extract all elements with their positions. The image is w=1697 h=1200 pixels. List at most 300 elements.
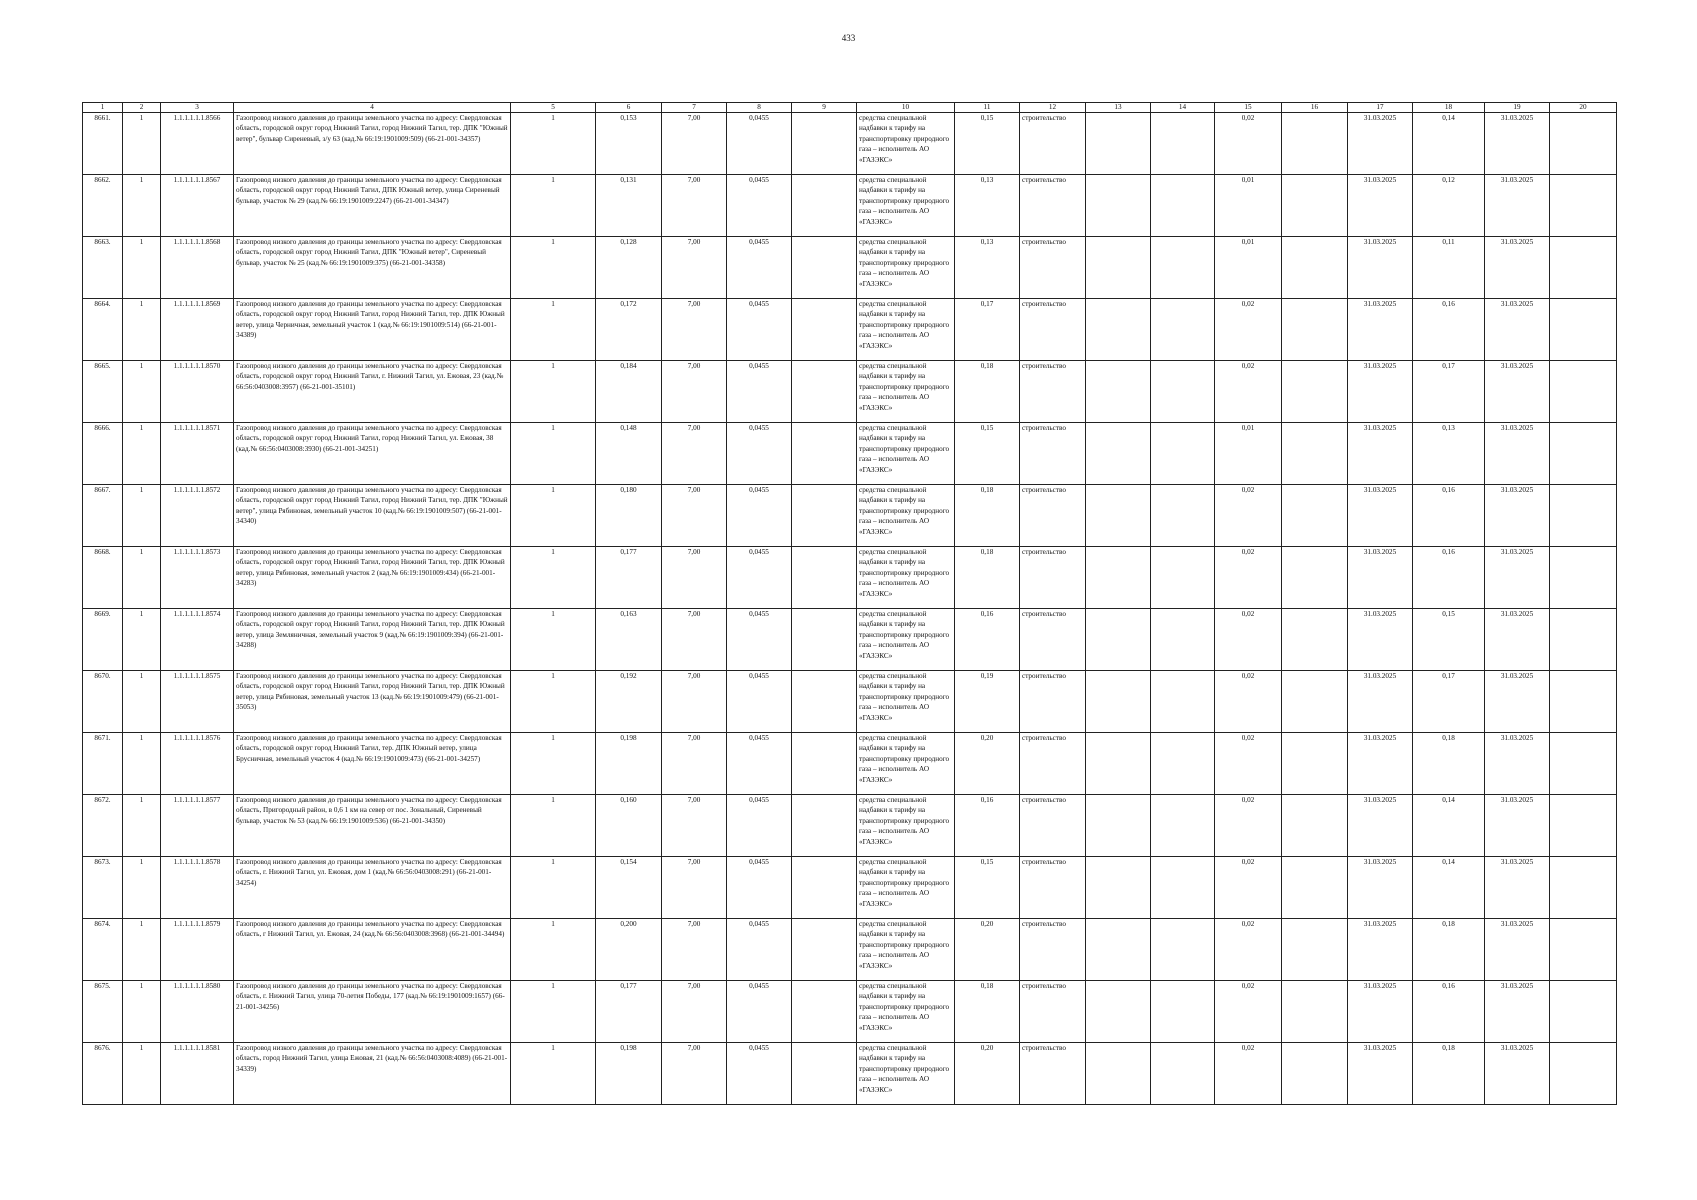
col16-cell <box>1282 857 1348 919</box>
end-date-cell: 31.03.2025 <box>1485 547 1550 609</box>
end-date-cell: 31.03.2025 <box>1485 237 1550 299</box>
table-row <box>83 299 1617 361</box>
object-description-cell: Газопровод низкого давления до границы земельного участка по адресу: Свердловская область, городской округ город Нижний Тагил, город Нижний Тагил, тер. ДПК Южный ветер, улица Земляничная, земельный участок 9 (кад.№ 66:19:1901009:394) (66-21-001-34288) <box>234 609 511 671</box>
table-row <box>83 795 1617 857</box>
col18-cell: 0,16 <box>1413 485 1485 547</box>
col16-cell <box>1282 919 1348 981</box>
funding-source-cell: средства специальной надбавки к тарифу на транспортировку природного газа – исполнитель АО «ГАЗЭКС» <box>857 423 955 485</box>
col7-cell: 7,00 <box>662 1043 727 1105</box>
length-cell: 0,172 <box>596 299 662 361</box>
col13-cell <box>1086 485 1151 547</box>
end-date-cell: 31.03.2025 <box>1485 795 1550 857</box>
col7-cell: 7,00 <box>662 361 727 423</box>
quantity-cell: 1 <box>123 175 161 237</box>
col11-cell: 0,18 <box>955 485 1020 547</box>
col18-cell: 0,13 <box>1413 423 1485 485</box>
col9-cell <box>792 423 857 485</box>
col5-cell: 1 <box>511 795 596 857</box>
col8-cell: 0,0455 <box>727 423 792 485</box>
col7-cell: 7,00 <box>662 299 727 361</box>
col20-cell <box>1550 671 1617 733</box>
col16-cell <box>1282 113 1348 175</box>
col20-cell <box>1550 237 1617 299</box>
object-code-cell: 1.1.1.1.1.1.8569 <box>161 299 234 361</box>
work-type-cell: строительство <box>1020 423 1086 485</box>
col20-cell <box>1550 175 1617 237</box>
col18-cell: 0,18 <box>1413 919 1485 981</box>
quantity-cell: 1 <box>123 547 161 609</box>
end-date-cell: 31.03.2025 <box>1485 857 1550 919</box>
col7-cell: 7,00 <box>662 671 727 733</box>
row-number-cell: 8668. <box>83 547 123 609</box>
col9-cell <box>792 237 857 299</box>
col20-cell <box>1550 609 1617 671</box>
col13-cell <box>1086 175 1151 237</box>
column-header-8: 8 <box>727 103 792 113</box>
register-table <box>82 102 1617 1105</box>
start-date-cell: 31.03.2025 <box>1348 423 1413 485</box>
column-header-18: 18 <box>1413 103 1485 113</box>
col15-cell: 0,02 <box>1215 857 1282 919</box>
column-header-19: 19 <box>1485 103 1550 113</box>
col13-cell <box>1086 795 1151 857</box>
length-cell: 0,192 <box>596 671 662 733</box>
work-type-cell: строительство <box>1020 485 1086 547</box>
col5-cell: 1 <box>511 609 596 671</box>
work-type-cell: строительство <box>1020 795 1086 857</box>
col14-cell <box>1151 1043 1215 1105</box>
col13-cell <box>1086 237 1151 299</box>
table-row <box>83 1043 1617 1105</box>
table-row <box>83 671 1617 733</box>
work-type-cell: строительство <box>1020 981 1086 1043</box>
quantity-cell: 1 <box>123 795 161 857</box>
col9-cell <box>792 795 857 857</box>
col16-cell <box>1282 237 1348 299</box>
row-number-cell: 8669. <box>83 609 123 671</box>
object-description-cell: Газопровод низкого давления до границы земельного участка по адресу: Свердловская область, г. Нижний Тагил, ул. Ежовая, дом 1 (кад.№ 66:56:0403008:291) (66-21-001-34254) <box>234 857 511 919</box>
object-description-cell: Газопровод низкого давления до границы земельного участка по адресу: Свердловская область, городской округ город Нижний Тагил, ДПК Южный ветер, улица Сиреневый бульвар, участок № 29 (кад.№ 66:19:1901009:2247) (66-21-001-34347) <box>234 175 511 237</box>
work-type-cell: строительство <box>1020 857 1086 919</box>
col14-cell <box>1151 733 1215 795</box>
col13-cell <box>1086 547 1151 609</box>
col14-cell <box>1151 919 1215 981</box>
work-type-cell: строительство <box>1020 361 1086 423</box>
row-number-cell: 8670. <box>83 671 123 733</box>
length-cell: 0,160 <box>596 795 662 857</box>
col11-cell: 0,15 <box>955 423 1020 485</box>
length-cell: 0,177 <box>596 981 662 1043</box>
col7-cell: 7,00 <box>662 547 727 609</box>
column-number-row <box>83 103 1617 113</box>
start-date-cell: 31.03.2025 <box>1348 919 1413 981</box>
row-number-cell: 8664. <box>83 299 123 361</box>
table-row <box>83 609 1617 671</box>
row-number-cell: 8661. <box>83 113 123 175</box>
col11-cell: 0,18 <box>955 361 1020 423</box>
table-row <box>83 919 1617 981</box>
object-description-cell: Газопровод низкого давления до границы земельного участка по адресу: Свердловская область, городской округ город Нижний Тагил, город Нижний Тагил, тер. ДПК "Южный ветер", бульвар Сиреневый, з/у 63 (кад.№ 66:19:1901009:509) (66-21-001-34357) <box>234 113 511 175</box>
row-number-cell: 8676. <box>83 1043 123 1105</box>
col14-cell <box>1151 237 1215 299</box>
work-type-cell: строительство <box>1020 1043 1086 1105</box>
col11-cell: 0,15 <box>955 113 1020 175</box>
col18-cell: 0,12 <box>1413 175 1485 237</box>
quantity-cell: 1 <box>123 1043 161 1105</box>
funding-source-cell: средства специальной надбавки к тарифу на транспортировку природного газа – исполнитель АО «ГАЗЭКС» <box>857 609 955 671</box>
col11-cell: 0,17 <box>955 299 1020 361</box>
col9-cell <box>792 981 857 1043</box>
col18-cell: 0,11 <box>1413 237 1485 299</box>
col16-cell <box>1282 733 1348 795</box>
col11-cell: 0,13 <box>955 175 1020 237</box>
funding-source-cell: средства специальной надбавки к тарифу на транспортировку природного газа – исполнитель АО «ГАЗЭКС» <box>857 547 955 609</box>
col16-cell <box>1282 547 1348 609</box>
col13-cell <box>1086 857 1151 919</box>
object-code-cell: 1.1.1.1.1.1.8581 <box>161 1043 234 1105</box>
end-date-cell: 31.03.2025 <box>1485 1043 1550 1105</box>
col7-cell: 7,00 <box>662 981 727 1043</box>
length-cell: 0,184 <box>596 361 662 423</box>
table-row <box>83 547 1617 609</box>
quantity-cell: 1 <box>123 609 161 671</box>
page-number: 433 <box>841 33 856 43</box>
col5-cell: 1 <box>511 361 596 423</box>
col20-cell <box>1550 733 1617 795</box>
object-code-cell: 1.1.1.1.1.1.8571 <box>161 423 234 485</box>
col11-cell: 0,19 <box>955 671 1020 733</box>
col15-cell: 0,01 <box>1215 423 1282 485</box>
start-date-cell: 31.03.2025 <box>1348 981 1413 1043</box>
column-header-6: 6 <box>596 103 662 113</box>
col15-cell: 0,02 <box>1215 919 1282 981</box>
object-description-cell: Газопровод низкого давления до границы земельного участка по адресу: Свердловская область, городской округ город Нижний Тагил, город Нижний Тагил, тер. ДПК Южный ветер, улица Черничная, земельный участок 1 (кад.№ 66:19:1901009:514) (66-21-001-34389) <box>234 299 511 361</box>
col15-cell: 0,01 <box>1215 175 1282 237</box>
end-date-cell: 31.03.2025 <box>1485 981 1550 1043</box>
length-cell: 0,180 <box>596 485 662 547</box>
end-date-cell: 31.03.2025 <box>1485 361 1550 423</box>
col13-cell <box>1086 609 1151 671</box>
col8-cell: 0,0455 <box>727 981 792 1043</box>
col14-cell <box>1151 175 1215 237</box>
funding-source-cell: средства специальной надбавки к тарифу на транспортировку природного газа – исполнитель АО «ГАЗЭКС» <box>857 113 955 175</box>
funding-source-cell: средства специальной надбавки к тарифу на транспортировку природного газа – исполнитель АО «ГАЗЭКС» <box>857 795 955 857</box>
column-header-20: 20 <box>1550 103 1617 113</box>
col15-cell: 0,02 <box>1215 299 1282 361</box>
col8-cell: 0,0455 <box>727 795 792 857</box>
col20-cell <box>1550 919 1617 981</box>
col15-cell: 0,01 <box>1215 237 1282 299</box>
col14-cell <box>1151 299 1215 361</box>
col11-cell: 0,13 <box>955 237 1020 299</box>
col5-cell: 1 <box>511 485 596 547</box>
col13-cell <box>1086 423 1151 485</box>
column-header-11: 11 <box>955 103 1020 113</box>
col5-cell: 1 <box>511 299 596 361</box>
col14-cell <box>1151 423 1215 485</box>
start-date-cell: 31.03.2025 <box>1348 547 1413 609</box>
col13-cell <box>1086 671 1151 733</box>
col7-cell: 7,00 <box>662 423 727 485</box>
col20-cell <box>1550 981 1617 1043</box>
row-number-cell: 8674. <box>83 919 123 981</box>
table-row <box>83 423 1617 485</box>
row-number-cell: 8672. <box>83 795 123 857</box>
col5-cell: 1 <box>511 237 596 299</box>
table-row <box>83 981 1617 1043</box>
end-date-cell: 31.03.2025 <box>1485 299 1550 361</box>
col16-cell <box>1282 609 1348 671</box>
col8-cell: 0,0455 <box>727 237 792 299</box>
object-description-cell: Газопровод низкого давления до границы земельного участка по адресу: Свердловская область, городской округ город Нижний Тагил, город Нижний Тагил, ул. Ежовая, 38 (кад.№ 66:56:0403008:3930) (66-21-001-34251) <box>234 423 511 485</box>
work-type-cell: строительство <box>1020 733 1086 795</box>
col9-cell <box>792 919 857 981</box>
work-type-cell: строительство <box>1020 919 1086 981</box>
object-description-cell: Газопровод низкого давления до границы земельного участка по адресу: Свердловская область, городской округ город Нижний Тагил, ДПК "Южный ветер", Сиреневый бульвар, участок № 25 (кад.№ 66:19:1901009:375) (66-21-001-34358) <box>234 237 511 299</box>
col16-cell <box>1282 299 1348 361</box>
col13-cell <box>1086 299 1151 361</box>
col13-cell <box>1086 919 1151 981</box>
col16-cell <box>1282 485 1348 547</box>
col18-cell: 0,16 <box>1413 299 1485 361</box>
col18-cell: 0,17 <box>1413 671 1485 733</box>
col5-cell: 1 <box>511 1043 596 1105</box>
col16-cell <box>1282 671 1348 733</box>
col7-cell: 7,00 <box>662 857 727 919</box>
row-number-cell: 8663. <box>83 237 123 299</box>
start-date-cell: 31.03.2025 <box>1348 671 1413 733</box>
column-header-15: 15 <box>1215 103 1282 113</box>
table-row <box>83 485 1617 547</box>
row-number-cell: 8671. <box>83 733 123 795</box>
col15-cell: 0,02 <box>1215 671 1282 733</box>
col16-cell <box>1282 361 1348 423</box>
col13-cell <box>1086 361 1151 423</box>
col20-cell <box>1550 113 1617 175</box>
col18-cell: 0,16 <box>1413 547 1485 609</box>
end-date-cell: 31.03.2025 <box>1485 113 1550 175</box>
col7-cell: 7,00 <box>662 795 727 857</box>
object-code-cell: 1.1.1.1.1.1.8566 <box>161 113 234 175</box>
col15-cell: 0,02 <box>1215 795 1282 857</box>
start-date-cell: 31.03.2025 <box>1348 113 1413 175</box>
work-type-cell: строительство <box>1020 671 1086 733</box>
object-code-cell: 1.1.1.1.1.1.8568 <box>161 237 234 299</box>
col13-cell <box>1086 1043 1151 1105</box>
row-number-cell: 8667. <box>83 485 123 547</box>
quantity-cell: 1 <box>123 919 161 981</box>
work-type-cell: строительство <box>1020 237 1086 299</box>
col14-cell <box>1151 547 1215 609</box>
col20-cell <box>1550 485 1617 547</box>
col16-cell <box>1282 795 1348 857</box>
end-date-cell: 31.03.2025 <box>1485 423 1550 485</box>
col7-cell: 7,00 <box>662 175 727 237</box>
col8-cell: 0,0455 <box>727 1043 792 1105</box>
row-number-cell: 8666. <box>83 423 123 485</box>
col8-cell: 0,0455 <box>727 113 792 175</box>
col20-cell <box>1550 299 1617 361</box>
funding-source-cell: средства специальной надбавки к тарифу на транспортировку природного газа – исполнитель АО «ГАЗЭКС» <box>857 671 955 733</box>
start-date-cell: 31.03.2025 <box>1348 857 1413 919</box>
col11-cell: 0,15 <box>955 857 1020 919</box>
column-header-5: 5 <box>511 103 596 113</box>
object-code-cell: 1.1.1.1.1.1.8570 <box>161 361 234 423</box>
col9-cell <box>792 609 857 671</box>
table-row <box>83 361 1617 423</box>
work-type-cell: строительство <box>1020 175 1086 237</box>
col18-cell: 0,14 <box>1413 113 1485 175</box>
col14-cell <box>1151 361 1215 423</box>
col14-cell <box>1151 609 1215 671</box>
col18-cell: 0,16 <box>1413 981 1485 1043</box>
start-date-cell: 31.03.2025 <box>1348 795 1413 857</box>
start-date-cell: 31.03.2025 <box>1348 733 1413 795</box>
work-type-cell: строительство <box>1020 547 1086 609</box>
col20-cell <box>1550 547 1617 609</box>
col8-cell: 0,0455 <box>727 361 792 423</box>
col9-cell <box>792 361 857 423</box>
col5-cell: 1 <box>511 113 596 175</box>
column-header-13: 13 <box>1086 103 1151 113</box>
col16-cell <box>1282 423 1348 485</box>
col8-cell: 0,0455 <box>727 175 792 237</box>
length-cell: 0,153 <box>596 113 662 175</box>
funding-source-cell: средства специальной надбавки к тарифу на транспортировку природного газа – исполнитель АО «ГАЗЭКС» <box>857 237 955 299</box>
col8-cell: 0,0455 <box>727 609 792 671</box>
col14-cell <box>1151 857 1215 919</box>
object-description-cell: Газопровод низкого давления до границы земельного участка по адресу: Свердловская область, город Нижний Тагил, улица Ежовая, 21 (кад.№ 66:56:0403008:4089) (66-21-001-34339) <box>234 1043 511 1105</box>
quantity-cell: 1 <box>123 671 161 733</box>
funding-source-cell: средства специальной надбавки к тарифу на транспортировку природного газа – исполнитель АО «ГАЗЭКС» <box>857 299 955 361</box>
length-cell: 0,177 <box>596 547 662 609</box>
object-description-cell: Газопровод низкого давления до границы земельного участка по адресу: Свердловская область, г. Нижний Тагил, улица 70-летия Победы, 177 (кад.№ 66:19:1901009:1657) (66-21-001-34256) <box>234 981 511 1043</box>
funding-source-cell: средства специальной надбавки к тарифу на транспортировку природного газа – исполнитель АО «ГАЗЭКС» <box>857 981 955 1043</box>
col5-cell: 1 <box>511 733 596 795</box>
table-row <box>83 857 1617 919</box>
object-description-cell: Газопровод низкого давления до границы земельного участка по адресу: Свердловская область, городской округ город Нижний Тагил, город Нижний Тагил, тер. ДПК Южный ветер, улица Рябиновая, земельный участок 2 (кад.№ 66:19:1901009:434) (66-21-001-34283) <box>234 547 511 609</box>
quantity-cell: 1 <box>123 237 161 299</box>
col16-cell <box>1282 981 1348 1043</box>
column-header-2: 2 <box>123 103 161 113</box>
funding-source-cell: средства специальной надбавки к тарифу на транспортировку природного газа – исполнитель АО «ГАЗЭКС» <box>857 361 955 423</box>
quantity-cell: 1 <box>123 299 161 361</box>
col11-cell: 0,20 <box>955 919 1020 981</box>
column-header-4: 4 <box>234 103 511 113</box>
object-code-cell: 1.1.1.1.1.1.8579 <box>161 919 234 981</box>
col20-cell <box>1550 795 1617 857</box>
quantity-cell: 1 <box>123 361 161 423</box>
col13-cell <box>1086 981 1151 1043</box>
quantity-cell: 1 <box>123 113 161 175</box>
object-code-cell: 1.1.1.1.1.1.8578 <box>161 857 234 919</box>
col11-cell: 0,16 <box>955 795 1020 857</box>
row-number-cell: 8665. <box>83 361 123 423</box>
col7-cell: 7,00 <box>662 609 727 671</box>
col5-cell: 1 <box>511 671 596 733</box>
col11-cell: 0,18 <box>955 981 1020 1043</box>
col20-cell <box>1550 423 1617 485</box>
col9-cell <box>792 733 857 795</box>
col9-cell <box>792 113 857 175</box>
col8-cell: 0,0455 <box>727 547 792 609</box>
funding-source-cell: средства специальной надбавки к тарифу на транспортировку природного газа – исполнитель АО «ГАЗЭКС» <box>857 857 955 919</box>
col15-cell: 0,02 <box>1215 609 1282 671</box>
column-header-17: 17 <box>1348 103 1413 113</box>
col16-cell <box>1282 175 1348 237</box>
column-header-12: 12 <box>1020 103 1086 113</box>
col15-cell: 0,02 <box>1215 485 1282 547</box>
object-description-cell: Газопровод низкого давления до границы земельного участка по адресу: Свердловская область, городской округ город Нижний Тагил, город Нижний Тагил, тер. ДПК Южный ветер, улица Рябиновая, земельный участок 13 (кад.№ 66:19:1901009:479) (66-21-001-35053) <box>234 671 511 733</box>
col13-cell <box>1086 113 1151 175</box>
length-cell: 0,163 <box>596 609 662 671</box>
length-cell: 0,131 <box>596 175 662 237</box>
col8-cell: 0,0455 <box>727 857 792 919</box>
col5-cell: 1 <box>511 981 596 1043</box>
col8-cell: 0,0455 <box>727 733 792 795</box>
object-code-cell: 1.1.1.1.1.1.8573 <box>161 547 234 609</box>
col15-cell: 0,02 <box>1215 361 1282 423</box>
column-header-3: 3 <box>161 103 234 113</box>
column-header-1: 1 <box>83 103 123 113</box>
funding-source-cell: средства специальной надбавки к тарифу на транспортировку природного газа – исполнитель АО «ГАЗЭКС» <box>857 733 955 795</box>
col18-cell: 0,18 <box>1413 1043 1485 1105</box>
col20-cell <box>1550 1043 1617 1105</box>
col11-cell: 0,20 <box>955 733 1020 795</box>
start-date-cell: 31.03.2025 <box>1348 175 1413 237</box>
quantity-cell: 1 <box>123 733 161 795</box>
table-row <box>83 175 1617 237</box>
funding-source-cell: средства специальной надбавки к тарифу на транспортировку природного газа – исполнитель АО «ГАЗЭКС» <box>857 919 955 981</box>
end-date-cell: 31.03.2025 <box>1485 609 1550 671</box>
end-date-cell: 31.03.2025 <box>1485 919 1550 981</box>
end-date-cell: 31.03.2025 <box>1485 733 1550 795</box>
work-type-cell: строительство <box>1020 609 1086 671</box>
object-description-cell: Газопровод низкого давления до границы земельного участка по адресу: Свердловская область, г Нижний Тагил, ул. Ежовая, 24 (кад.№ 66:56:0403008:3968) (66-21-001-34494) <box>234 919 511 981</box>
column-header-9: 9 <box>792 103 857 113</box>
end-date-cell: 31.03.2025 <box>1485 671 1550 733</box>
row-number-cell: 8673. <box>83 857 123 919</box>
object-description-cell: Газопровод низкого давления до границы земельного участка по адресу: Свердловская область, городской округ город Нижний Тагил, г. Нижний Тагил, ул. Ежовая, 23 (кад.№ 66:56:0403008:3957) (66-21-001-35101) <box>234 361 511 423</box>
object-description-cell: Газопровод низкого давления до границы земельного участка по адресу: Свердловская область, городской округ город Нижний Тагил, тер. ДПК Южный ветер, улица Брусничная, земельный участок 4 (кад.№ 66:19:1901009:473) (66-21-001-34257) <box>234 733 511 795</box>
col8-cell: 0,0455 <box>727 485 792 547</box>
object-code-cell: 1.1.1.1.1.1.8567 <box>161 175 234 237</box>
col13-cell <box>1086 733 1151 795</box>
col14-cell <box>1151 981 1215 1043</box>
row-number-cell: 8675. <box>83 981 123 1043</box>
funding-source-cell: средства специальной надбавки к тарифу на транспортировку природного газа – исполнитель АО «ГАЗЭКС» <box>857 485 955 547</box>
table-row <box>83 237 1617 299</box>
start-date-cell: 31.03.2025 <box>1348 485 1413 547</box>
col8-cell: 0,0455 <box>727 299 792 361</box>
col9-cell <box>792 1043 857 1105</box>
length-cell: 0,200 <box>596 919 662 981</box>
object-code-cell: 1.1.1.1.1.1.8572 <box>161 485 234 547</box>
col14-cell <box>1151 485 1215 547</box>
quantity-cell: 1 <box>123 485 161 547</box>
funding-source-cell: средства специальной надбавки к тарифу на транспортировку природного газа – исполнитель АО «ГАЗЭКС» <box>857 175 955 237</box>
col7-cell: 7,00 <box>662 237 727 299</box>
col5-cell: 1 <box>511 423 596 485</box>
col9-cell <box>792 547 857 609</box>
quantity-cell: 1 <box>123 981 161 1043</box>
object-description-cell: Газопровод низкого давления до границы земельного участка по адресу: Свердловская область, Пригородный район, в 0,6 1 км на север от пос. Зональный, Сиреневый бульвар, участок № 53 (кад.№ 66:19:1901009:536) (66-21-001-34350) <box>234 795 511 857</box>
col15-cell: 0,02 <box>1215 547 1282 609</box>
col18-cell: 0,14 <box>1413 857 1485 919</box>
length-cell: 0,198 <box>596 733 662 795</box>
col7-cell: 7,00 <box>662 113 727 175</box>
col11-cell: 0,20 <box>955 1043 1020 1105</box>
